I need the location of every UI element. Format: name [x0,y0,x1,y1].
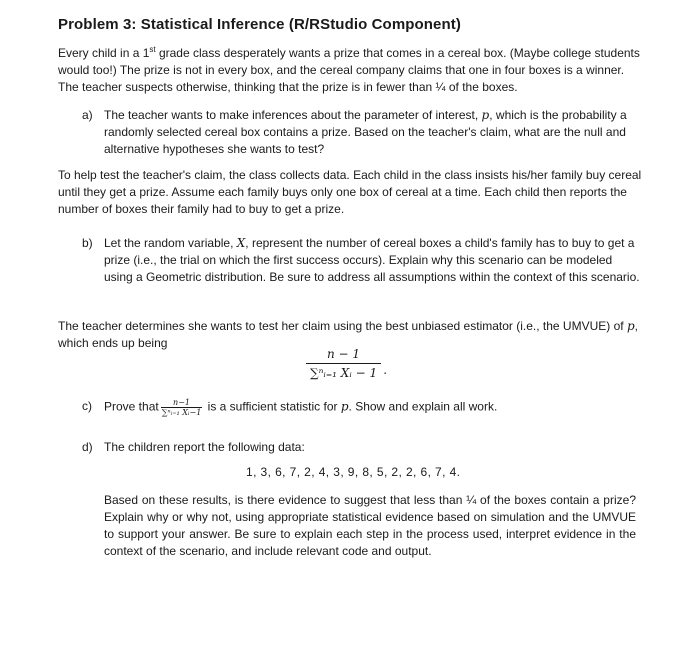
intro-text-start: Every child in a 1 [58,46,150,60]
question-a-text-start: The teacher wants to make inferences about the parameter of interest, [104,108,482,122]
intro-paragraph [58,45,643,96]
intro-text-rest: grade class desperately wants a prize that comes in a cereal box. (Maybe college students would too!) The prize is not in every box, and the cereal company claims that one in four boxes is a winner. The teacher suspects otherwise, thinking that the prize is in fewer than ¼ of the boxes. [58,46,640,94]
question-b-text-start: Let the random variable, [104,236,237,250]
estimator-period: . [383,363,388,377]
question-a-text-rest: , which is the probability a randomly selected cereal box contains a prize. Based on the teacher's claim, what are the null and alternative hypotheses she wants to test? [104,108,627,156]
question-b-text [104,235,644,286]
estimator-formula [306,347,388,380]
umvue-text-start: The teacher determines she wants to test her claim using the best unbiased estimator (i.e., the UMVUE) of [58,319,627,333]
data-collection-paragraph: To help test the teacher's claim, the class collects data. Each child in the class insists his/her family buy cereal until they get a prize. Assume each family buys only one box of cereal at a time. Each child then reports the number of boxes their family had to buy to get a prize. [58,168,642,216]
problem-title: Problem 3: Statistical Inference (R/RStudio Component) [58,16,461,33]
parameter-p: p [481,108,490,122]
question-c-text-mid: is a sufficient statistic for [204,399,341,414]
question-c-label: c) [82,399,92,413]
parameter-p-c: p [340,399,349,414]
inline-estimator [161,398,203,417]
estimator-denominator: ∑ⁿᵢ₌₁ Xᵢ − 1 [310,366,378,380]
question-a-label: a) [82,108,93,122]
inline-numerator: n−1 [173,398,190,407]
question-b-text-rest: , represent the number of cereal boxes a child's family has to buy to get a prize (i.e., the trial on which the first success occurs). Explain why this scenario can be modeled using a Geometric distribution. Be sure to address all assumptions within the context of this scenario. [104,236,640,284]
estimator-numerator: n − 1 [327,347,361,361]
question-c-text-start: Prove that [104,399,159,414]
ordinal-suffix: st [149,45,156,54]
question-a-text [104,107,644,158]
question-c-text [104,398,497,417]
umvue-text-rest: , which ends up being [58,319,638,350]
question-d-body: Based on these results, is there evidence to suggest that less than ¼ of the boxes contain a prize? Explain why or why not, using appropriate statistical evidence based on simulation and the UMVUE to support your answer. Be sure to explain each step in the process used, interpret evidence in the context of the scenario, and include relevant code and output. [104,493,636,558]
question-d-intro: The children report the following data: [104,440,305,454]
question-d-label: d) [82,440,93,454]
parameter-p-umvue: p [626,319,635,333]
question-b-label: b) [82,236,93,250]
random-variable-x: X [236,236,246,250]
reported-data: 1, 3, 6, 7, 2, 4, 3, 9, 8, 5, 2, 2, 6, 7, 4. [246,465,461,479]
question-c-text-end: . Show and explain all work. [348,399,498,414]
inline-denominator: ∑ⁿᵢ₌₁ Xᵢ−1 [161,408,202,417]
